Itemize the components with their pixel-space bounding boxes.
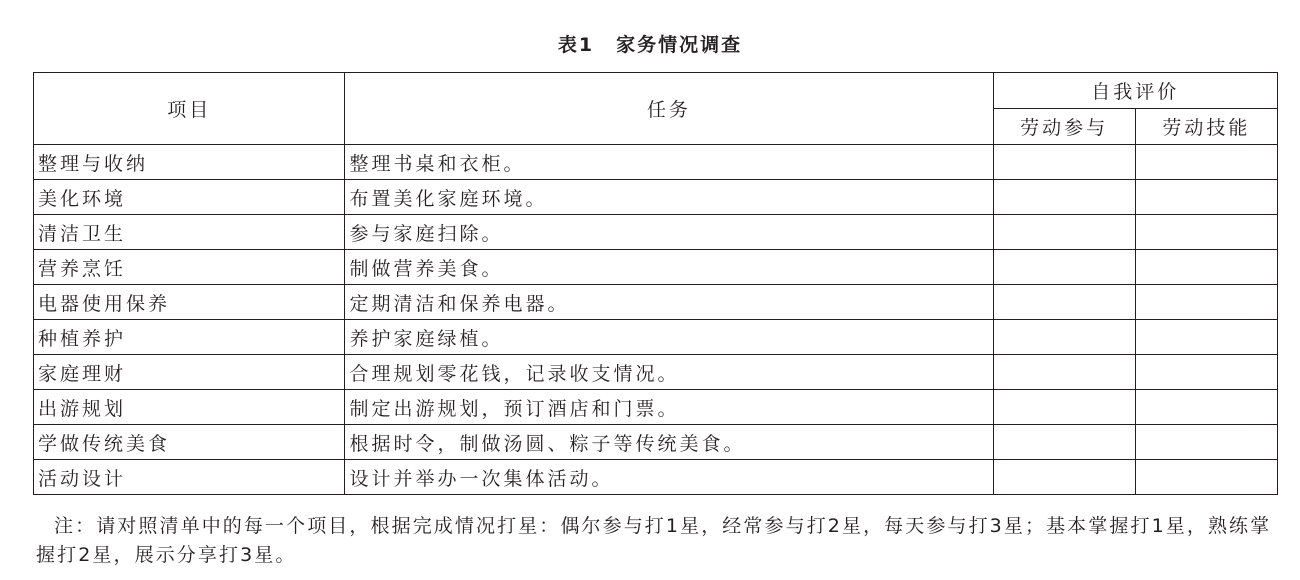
cell-task: 制定出游规划，预订酒店和门票。 bbox=[345, 390, 993, 425]
table-row bbox=[34, 180, 1278, 215]
header-item: 项目 bbox=[34, 73, 345, 145]
cell-item: 美化环境 bbox=[34, 180, 345, 215]
cell-task: 养护家庭绿植。 bbox=[345, 320, 993, 355]
cell-task: 布置美化家庭环境。 bbox=[345, 180, 993, 215]
cell-task: 整理书桌和衣柜。 bbox=[345, 145, 993, 180]
cell-participation-rating[interactable] bbox=[993, 180, 1135, 215]
caption-title: 家务情况调查 bbox=[616, 34, 743, 56]
cell-skill-rating[interactable] bbox=[1135, 145, 1277, 180]
cell-skill-rating[interactable] bbox=[1135, 355, 1277, 390]
cell-task: 设计并举办一次集体活动。 bbox=[345, 460, 993, 495]
cell-item: 种植养护 bbox=[34, 320, 345, 355]
cell-skill-rating[interactable] bbox=[1135, 180, 1277, 215]
table-row bbox=[34, 285, 1278, 320]
table-caption bbox=[0, 31, 1300, 59]
cell-item: 整理与收纳 bbox=[34, 145, 345, 180]
cell-participation-rating[interactable] bbox=[993, 145, 1135, 180]
cell-task: 定期清洁和保养电器。 bbox=[345, 285, 993, 320]
cell-participation-rating[interactable] bbox=[993, 460, 1135, 495]
cell-participation-rating[interactable] bbox=[993, 215, 1135, 250]
header-participation: 劳动参与 bbox=[993, 109, 1135, 145]
table-row bbox=[34, 355, 1278, 390]
table-row bbox=[34, 425, 1278, 460]
cell-skill-rating[interactable] bbox=[1135, 320, 1277, 355]
table-row bbox=[34, 320, 1278, 355]
cell-skill-rating[interactable] bbox=[1135, 460, 1277, 495]
cell-participation-rating[interactable] bbox=[993, 320, 1135, 355]
caption-label: 表1 bbox=[557, 34, 595, 56]
cell-skill-rating[interactable] bbox=[1135, 215, 1277, 250]
cell-item: 学做传统美食 bbox=[34, 425, 345, 460]
header-task: 任务 bbox=[345, 73, 993, 145]
cell-task: 参与家庭扫除。 bbox=[345, 215, 993, 250]
cell-item: 营养烹饪 bbox=[34, 250, 345, 285]
cell-item: 出游规划 bbox=[34, 390, 345, 425]
table-row bbox=[34, 460, 1278, 495]
cell-participation-rating[interactable] bbox=[993, 390, 1135, 425]
cell-task: 合理规划零花钱，记录收支情况。 bbox=[345, 355, 993, 390]
cell-item: 家庭理财 bbox=[34, 355, 345, 390]
header-self-evaluation: 自我评价 bbox=[993, 73, 1277, 109]
table-row bbox=[34, 390, 1278, 425]
cell-participation-rating[interactable] bbox=[993, 425, 1135, 460]
cell-skill-rating[interactable] bbox=[1135, 250, 1277, 285]
table-row bbox=[34, 145, 1278, 180]
cell-skill-rating[interactable] bbox=[1135, 390, 1277, 425]
cell-participation-rating[interactable] bbox=[993, 355, 1135, 390]
cell-task: 制做营养美食。 bbox=[345, 250, 993, 285]
table-note: 注：请对照清单中的每一个项目，根据完成情况打星：偶尔参与打1星，经常参与打2星，每天参与打3星；基本掌握打1星，熟练掌握打2星，展示分享打3星。 bbox=[36, 515, 1272, 566]
cell-participation-rating[interactable] bbox=[993, 250, 1135, 285]
cell-item: 电器使用保养 bbox=[34, 285, 345, 320]
table-body bbox=[34, 145, 1278, 495]
header-skill: 劳动技能 bbox=[1135, 109, 1277, 145]
table-row bbox=[34, 215, 1278, 250]
table-row bbox=[34, 250, 1278, 285]
cell-item: 活动设计 bbox=[34, 460, 345, 495]
cell-skill-rating[interactable] bbox=[1135, 285, 1277, 320]
cell-skill-rating[interactable] bbox=[1135, 425, 1277, 460]
cell-task: 根据时令，制做汤圆、粽子等传统美食。 bbox=[345, 425, 993, 460]
cell-participation-rating[interactable] bbox=[993, 285, 1135, 320]
cell-item: 清洁卫生 bbox=[34, 215, 345, 250]
household-survey-table bbox=[33, 72, 1278, 495]
